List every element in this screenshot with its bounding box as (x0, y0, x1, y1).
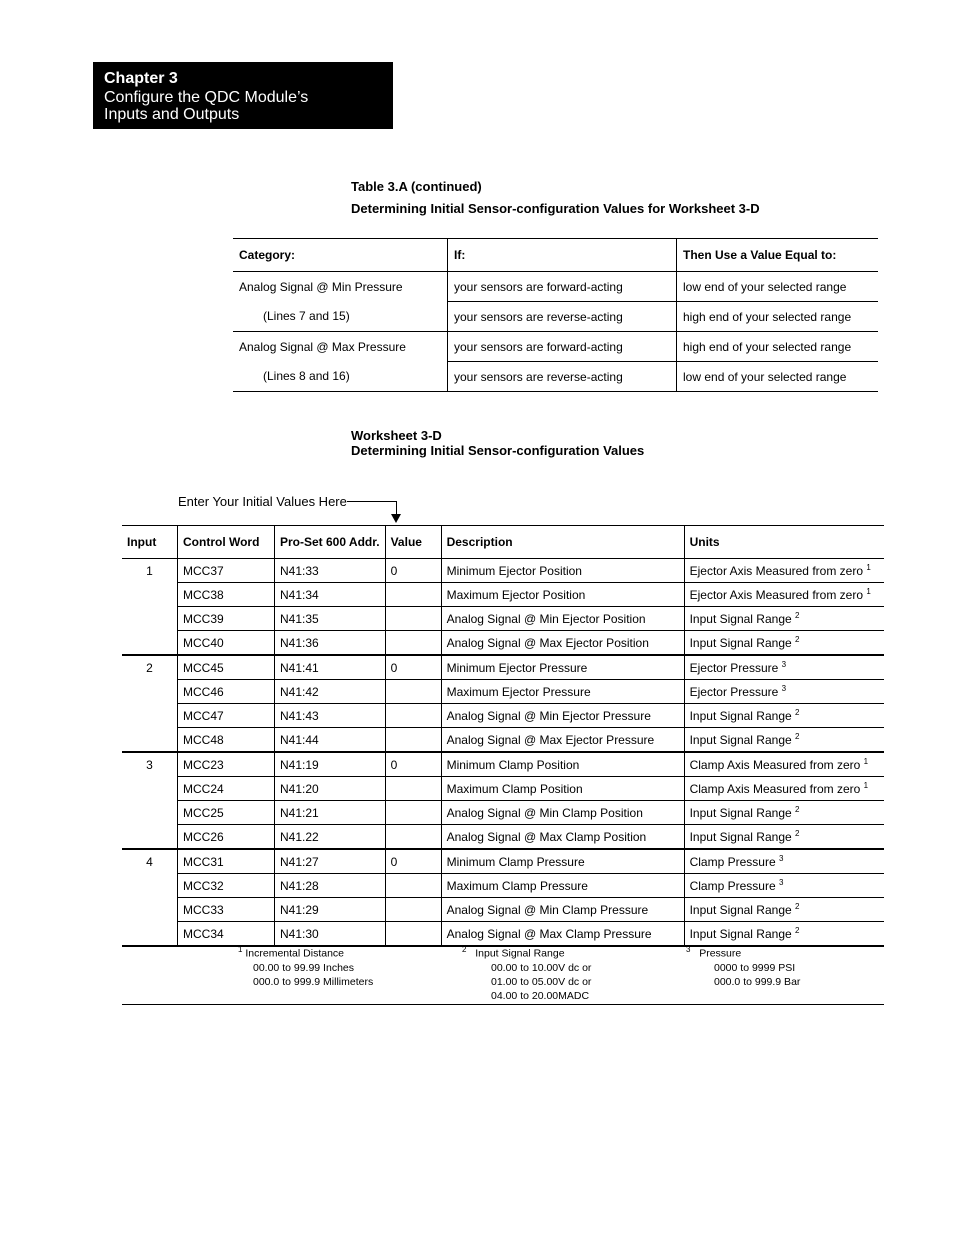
footnote-mark: 1 (238, 945, 243, 954)
table-row (122, 777, 884, 801)
control-word-cell: MCC38 (178, 583, 275, 607)
category-cell: Analog Signal @ Max Pressure (233, 332, 448, 362)
units-cell (684, 777, 884, 801)
table-header-row (233, 239, 878, 272)
footnotes (122, 941, 884, 1005)
value-cell[interactable] (385, 680, 441, 704)
value-cell[interactable] (385, 728, 441, 753)
units-text: Clamp Pressure (689, 879, 776, 893)
then-cell: high end of your selected range (677, 302, 879, 332)
units-text: Input Signal Range (689, 806, 792, 820)
table-subcaption: Determining Initial Sensor-configuration Values for Worksheet 3-D (351, 201, 760, 216)
table-row (122, 752, 884, 777)
then-cell: high end of your selected range (677, 332, 879, 362)
address-cell: N41:41 (275, 655, 386, 680)
units-text: Input Signal Range (689, 636, 792, 650)
table-row (233, 332, 878, 362)
pointer-line (347, 501, 397, 517)
control-word-cell: MCC47 (178, 704, 275, 728)
units-text: Clamp Axis Measured from zero (689, 758, 861, 772)
footnote-line: 000.0 to 999.9 Bar (714, 975, 801, 988)
footnote-ref: 2 (795, 708, 800, 717)
units-cell (684, 849, 884, 874)
description-cell: Maximum Clamp Position (441, 777, 684, 801)
footnote-ref: 2 (795, 829, 800, 838)
description-cell: Analog Signal @ Min Clamp Pressure (441, 898, 684, 922)
table-row (122, 825, 884, 850)
address-cell: N41:27 (275, 849, 386, 874)
footnote-ref: 2 (795, 732, 800, 741)
value-cell[interactable] (385, 874, 441, 898)
units-cell (684, 898, 884, 922)
input-number: 4 (122, 849, 178, 946)
control-word-cell: MCC48 (178, 728, 275, 753)
units-cell (684, 704, 884, 728)
footnote-ref: 3 (778, 878, 784, 887)
address-cell: N41:20 (275, 777, 386, 801)
address-cell: N41:44 (275, 728, 386, 753)
units-cell (684, 752, 884, 777)
enter-values-label: Enter Your Initial Values Here (178, 494, 347, 509)
header-value: Value (385, 526, 441, 559)
control-word-cell: MCC25 (178, 801, 275, 825)
footnote-line: 01.00 to 05.00V dc or (491, 975, 592, 988)
footnote-line: 00.00 to 10.00V dc or (491, 961, 592, 974)
header-address: Pro-Set 600 Addr. (275, 526, 386, 559)
footnote-line: 04.00 to 20.00MADC (491, 989, 590, 1002)
value-cell[interactable] (385, 631, 441, 656)
value-cell[interactable]: 0 (385, 849, 441, 874)
footnote-ref: 1 (863, 781, 869, 790)
description-cell: Minimum Clamp Pressure (441, 849, 684, 874)
header-units: Units (684, 526, 884, 559)
control-word-cell: MCC31 (178, 849, 275, 874)
table-row (122, 631, 884, 656)
value-cell[interactable]: 0 (385, 655, 441, 680)
table-row (122, 849, 884, 874)
description-cell: Analog Signal @ Max Clamp Position (441, 825, 684, 850)
description-cell: Maximum Ejector Pressure (441, 680, 684, 704)
table-row (233, 362, 878, 392)
control-word-cell: MCC33 (178, 898, 275, 922)
address-cell: N41.22 (275, 825, 386, 850)
units-text: Input Signal Range (689, 830, 792, 844)
value-cell[interactable] (385, 704, 441, 728)
address-cell: N41:28 (275, 874, 386, 898)
description-cell: Analog Signal @ Max Clamp Pressure (441, 922, 684, 947)
description-cell: Minimum Ejector Pressure (441, 655, 684, 680)
then-cell: low end of your selected range (677, 362, 879, 392)
chapter-title-line1: Configure the QDC Module’s (104, 89, 309, 106)
value-cell[interactable] (385, 583, 441, 607)
footnote-2 (462, 943, 591, 1003)
value-cell[interactable] (385, 607, 441, 631)
units-cell (684, 825, 884, 850)
control-word-cell: MCC23 (178, 752, 275, 777)
category-cell: (Lines 7 and 15) (233, 302, 448, 332)
footnote-line: 000.0 to 999.9 Millimeters (253, 975, 374, 988)
address-cell: N41:35 (275, 607, 386, 631)
control-word-cell: MCC34 (178, 922, 275, 947)
description-cell: Maximum Clamp Pressure (441, 874, 684, 898)
description-cell: Analog Signal @ Min Clamp Position (441, 801, 684, 825)
input-number: 2 (122, 655, 178, 752)
units-cell (684, 607, 884, 631)
description-cell: Analog Signal @ Max Ejector Pressure (441, 728, 684, 753)
control-word-cell: MCC40 (178, 631, 275, 656)
footnote-mark: 3 (686, 945, 691, 954)
value-cell[interactable]: 0 (385, 752, 441, 777)
table-row (122, 898, 884, 922)
units-cell (684, 583, 884, 607)
units-cell (684, 874, 884, 898)
address-cell: N41:34 (275, 583, 386, 607)
units-text: Input Signal Range (689, 612, 792, 626)
table-row (122, 559, 884, 583)
table-row (122, 655, 884, 680)
footnote-3 (686, 943, 800, 989)
table-row (122, 583, 884, 607)
units-cell (684, 728, 884, 753)
header-if: If: (448, 239, 677, 272)
footnote-ref: 2 (795, 926, 800, 935)
table-row (233, 272, 878, 302)
footnote-title: Input Signal Range (475, 947, 565, 960)
header-description: Description (441, 526, 684, 559)
header-then: Then Use a Value Equal to: (677, 239, 879, 272)
control-word-cell: MCC32 (178, 874, 275, 898)
description-cell: Analog Signal @ Min Ejector Position (441, 607, 684, 631)
if-cell: your sensors are reverse-acting (448, 302, 677, 332)
description-cell: Minimum Clamp Position (441, 752, 684, 777)
units-text: Input Signal Range (689, 927, 792, 941)
footnote-ref: 1 (863, 757, 869, 766)
arrow-down-icon (391, 514, 401, 523)
address-cell: N41:43 (275, 704, 386, 728)
footnote-ref: 1 (866, 563, 871, 572)
units-text: Ejector Axis Measured from zero (689, 588, 863, 602)
address-cell: N41:21 (275, 801, 386, 825)
worksheet-title: Worksheet 3-D (351, 428, 442, 443)
footnote-mark: 2 (462, 945, 467, 954)
footnote-ref: 3 (781, 660, 787, 669)
footnote-ref: 2 (795, 805, 800, 814)
footnote-line: 0000 to 9999 PSI (714, 961, 796, 974)
header-input: Input (122, 526, 178, 559)
units-cell (684, 801, 884, 825)
value-cell[interactable] (385, 801, 441, 825)
address-cell: N41:29 (275, 898, 386, 922)
control-word-cell: MCC37 (178, 559, 275, 583)
address-cell: N41:33 (275, 559, 386, 583)
input-number: 1 (122, 559, 178, 656)
table-row (122, 728, 884, 753)
value-cell[interactable]: 0 (385, 559, 441, 583)
control-word-cell: MCC39 (178, 607, 275, 631)
table-row (122, 607, 884, 631)
worksheet-header-row (122, 526, 884, 559)
table-row (122, 801, 884, 825)
footnote-title: Pressure (699, 947, 742, 960)
address-cell: N41:30 (275, 922, 386, 947)
control-word-cell: MCC26 (178, 825, 275, 850)
header-category: Category: (233, 239, 448, 272)
table-row (122, 704, 884, 728)
if-cell: your sensors are forward-acting (448, 272, 677, 302)
control-word-cell: MCC45 (178, 655, 275, 680)
footnote-line: 00.00 to 99.99 Inches (253, 961, 354, 974)
value-cell[interactable] (385, 898, 441, 922)
address-cell: N41:19 (275, 752, 386, 777)
units-cell (684, 655, 884, 680)
table-row (122, 680, 884, 704)
footnote-ref: 2 (795, 635, 800, 644)
chapter-header (93, 62, 393, 129)
control-word-cell: MCC46 (178, 680, 275, 704)
value-cell[interactable] (385, 825, 441, 850)
address-cell: N41:36 (275, 631, 386, 656)
footnote-ref: 3 (778, 854, 784, 863)
footnote-ref: 1 (866, 587, 871, 596)
footnote-title: Incremental Distance (245, 947, 345, 960)
units-text: Clamp Pressure (689, 855, 776, 869)
footnote-ref: 3 (781, 684, 787, 693)
units-text: Input Signal Range (689, 903, 792, 917)
description-cell: Analog Signal @ Max Ejector Position (441, 631, 684, 656)
input-number: 3 (122, 752, 178, 849)
table-row (233, 302, 878, 332)
category-cell: (Lines 8 and 16) (233, 362, 448, 392)
description-cell: Analog Signal @ Min Ejector Pressure (441, 704, 684, 728)
footnote-ref: 2 (795, 902, 800, 911)
control-word-cell: MCC24 (178, 777, 275, 801)
sensor-config-table (233, 238, 878, 392)
units-text: Input Signal Range (689, 709, 792, 723)
table-row (122, 874, 884, 898)
table-caption: Table 3.A (continued) (351, 179, 482, 194)
worksheet-subtitle: Determining Initial Sensor-configuration Values (351, 443, 645, 458)
value-cell[interactable] (385, 777, 441, 801)
address-cell: N41:42 (275, 680, 386, 704)
then-cell: low end of your selected range (677, 272, 879, 302)
units-cell (684, 559, 884, 583)
units-text: Input Signal Range (689, 733, 792, 747)
units-text: Ejector Axis Measured from zero (689, 564, 863, 578)
chapter-number: Chapter 3 (104, 70, 178, 87)
units-text: Ejector Pressure (689, 661, 779, 675)
units-text: Ejector Pressure (689, 685, 779, 699)
footnote-ref: 2 (795, 611, 800, 620)
if-cell: your sensors are forward-acting (448, 332, 677, 362)
chapter-title-line2: Inputs and Outputs (104, 106, 240, 123)
units-cell (684, 680, 884, 704)
worksheet-table (122, 525, 884, 947)
units-text: Clamp Axis Measured from zero (689, 782, 861, 796)
footnote-1 (238, 943, 373, 989)
description-cell: Minimum Ejector Position (441, 559, 684, 583)
units-cell (684, 631, 884, 656)
category-cell: Analog Signal @ Min Pressure (233, 272, 448, 302)
description-cell: Maximum Ejector Position (441, 583, 684, 607)
if-cell: your sensors are reverse-acting (448, 362, 677, 392)
header-control-word: Control Word (178, 526, 275, 559)
